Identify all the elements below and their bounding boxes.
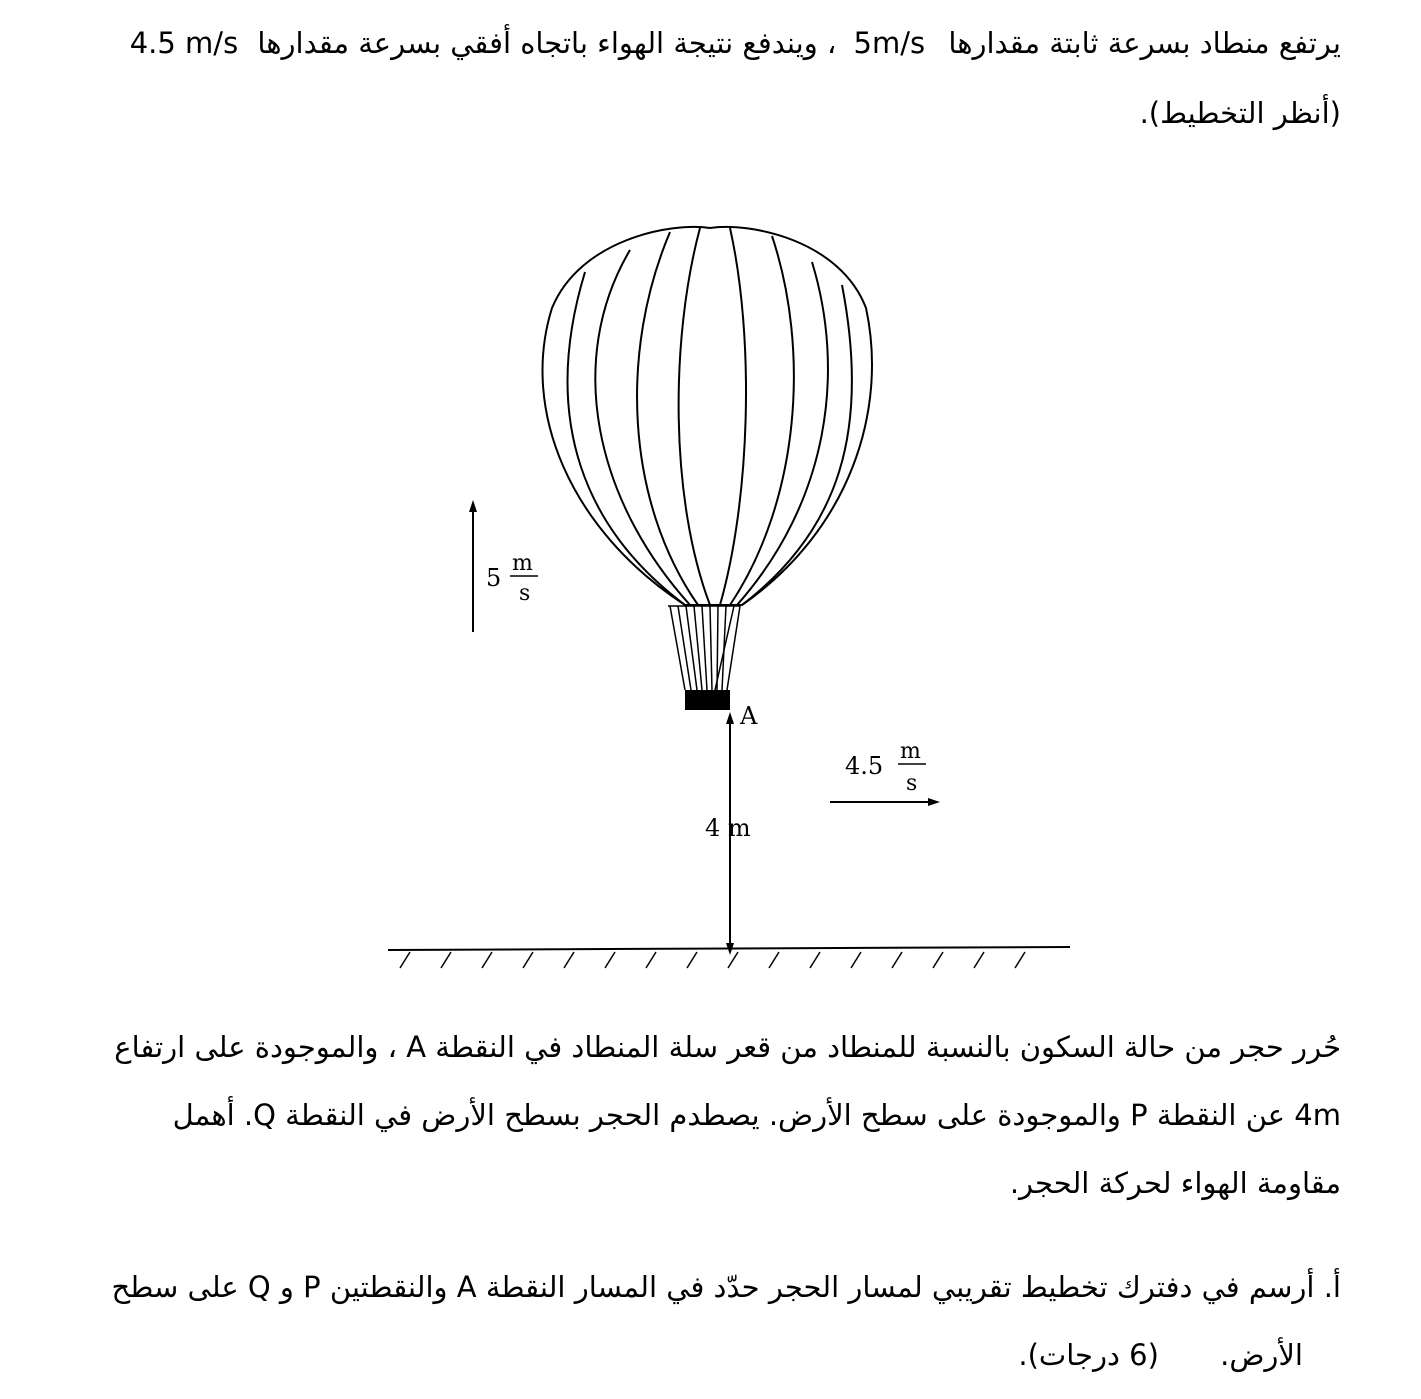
horizontal-speed-value: 4.5 m/s	[129, 26, 239, 60]
intro-line-1	[130, 26, 1341, 60]
basket-ropes	[668, 606, 740, 690]
problem-line-1: حُرر حجر من حالة السكون بالنسبة للمنطاد من قعر سلة المنطاد في النقطة A ، والموجودة على ارتفاع	[114, 1030, 1341, 1064]
ground-hatch-mark	[769, 952, 779, 968]
ground-hatch-mark	[605, 952, 615, 968]
ground-hatch-mark	[441, 952, 451, 968]
ground-hatch-mark	[687, 952, 697, 968]
ground-hatch-mark	[523, 952, 533, 968]
vertical-velocity-arrow	[469, 500, 477, 632]
ground-hatch-mark	[810, 952, 820, 968]
question-a-line-1: أ. أرسم في دفترك تخطيط تقريبي لمسار الحجر حدّد في المسار النقطة A والنقطتين P و Q على سطح	[111, 1270, 1341, 1304]
vertical-velocity-unit-m: m	[512, 551, 533, 576]
ground-hatch-mark	[892, 952, 902, 968]
question-a-points: (6 درجات).	[1018, 1338, 1159, 1372]
vertical-velocity-unit-s: s	[519, 581, 531, 606]
ground-hatch-mark	[564, 952, 574, 968]
intro-line-2: (أنظر التخطيط).	[1139, 96, 1341, 130]
horizontal-velocity-arrow	[830, 798, 940, 806]
ground-hatch-mark	[400, 952, 410, 968]
problem-line-3: مقاومة الهواء لحركة الحجر.	[1009, 1166, 1341, 1200]
ground-hatch-mark	[646, 952, 656, 968]
problem-paragraph	[0, 1010, 1421, 1210]
basket	[685, 690, 730, 710]
ground-hatch-mark	[728, 952, 738, 968]
intro-paragraph	[0, 0, 1421, 150]
vertical-velocity-value: 5	[486, 564, 502, 592]
point-a-label: A	[740, 702, 758, 730]
ground-hatch-mark	[1015, 952, 1025, 968]
balloon-envelope	[543, 227, 872, 605]
balloon-diagram	[380, 210, 1080, 980]
ground-hatch-mark	[482, 952, 492, 968]
height-label: 4 m	[705, 814, 751, 842]
intro-line-1-text: يرتفع منطاد بسرعة ثابتة مقدارها	[948, 26, 1341, 60]
horizontal-velocity-value: 4.5	[845, 752, 884, 780]
horizontal-velocity-unit-s: s	[906, 771, 918, 796]
intro-line-1-middle: ، ويندفع نتيجة الهواء باتجاه أفقي بسرعة مقدارها	[257, 26, 837, 60]
ground-hatch-mark	[974, 952, 984, 968]
problem-line-2: 4m عن النقطة P والموجودة على سطح الأرض. يصطدم الحجر بسطح الأرض في النقطة Q. أهمل	[172, 1098, 1341, 1132]
ground-hatch-mark	[851, 952, 861, 968]
vertical-speed-value: 5m/s	[853, 26, 926, 60]
question-a-line-2	[1018, 1338, 1303, 1372]
ground-hatch-mark	[933, 952, 943, 968]
question-a	[0, 1250, 1421, 1399]
horizontal-velocity-unit-m: m	[900, 739, 921, 764]
question-a-word: الأرض.	[1220, 1338, 1303, 1372]
ground-hatching	[400, 952, 1025, 968]
